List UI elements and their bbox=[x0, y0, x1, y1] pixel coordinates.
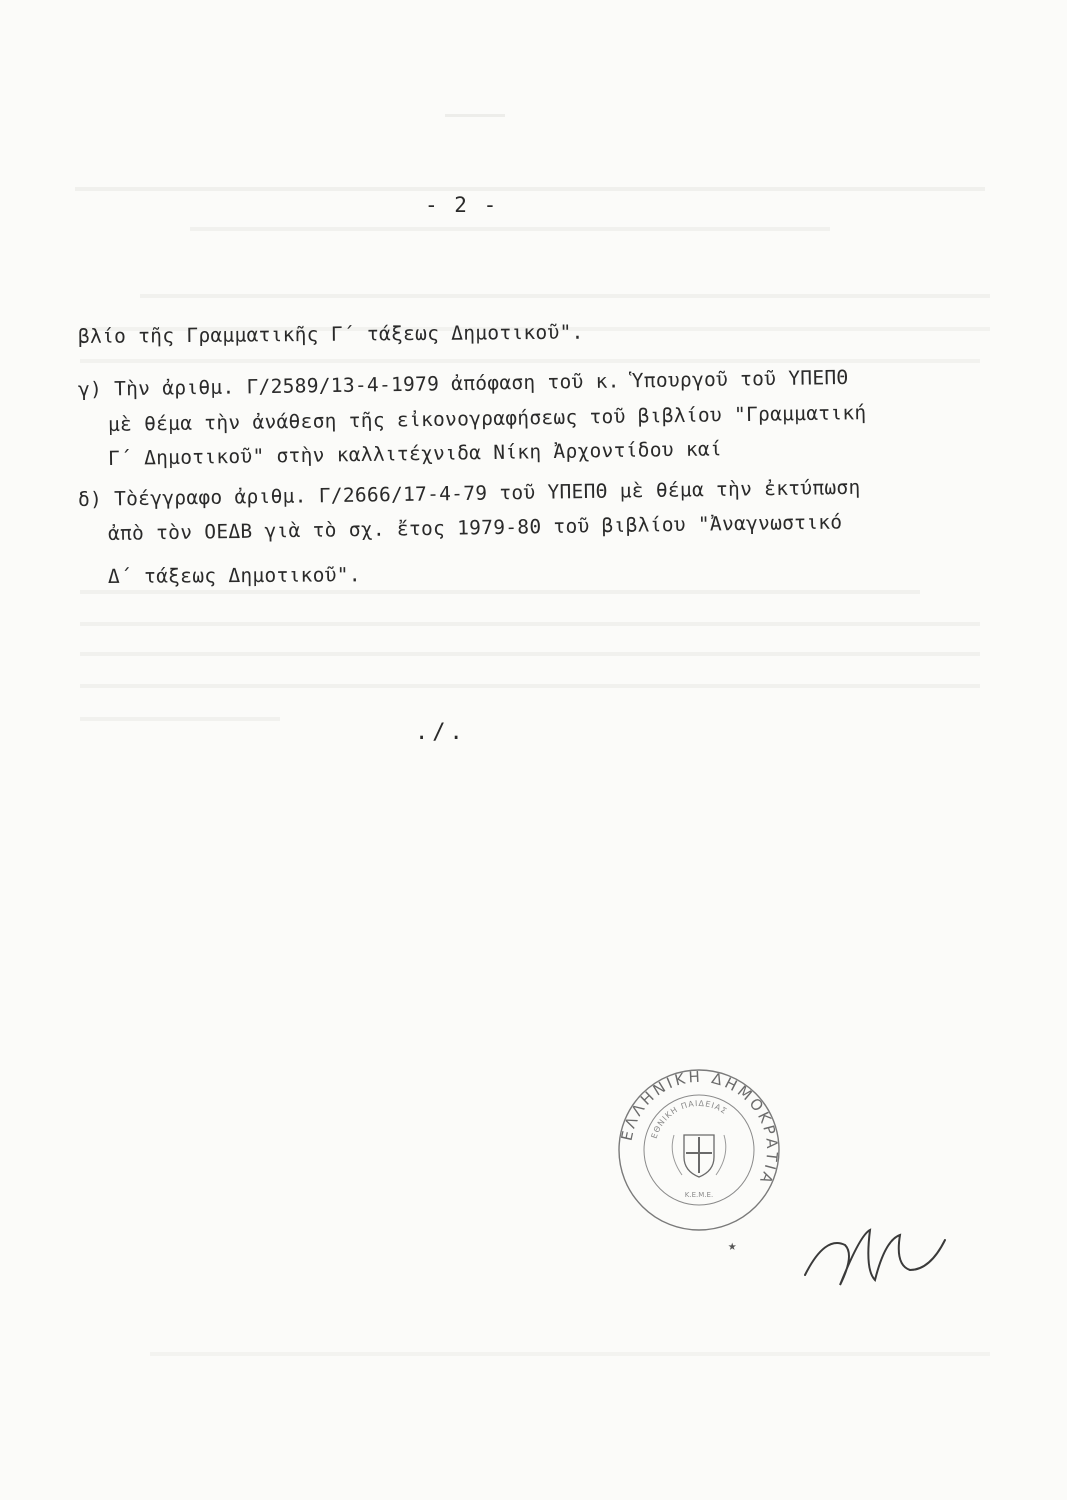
page-number: - 2 - bbox=[425, 193, 499, 217]
body-line-3: μὲ θέμα τὴν ἀνάθεση τῆς εἰκονογραφήσεως τοῦ βιβλίου "Γραμματική bbox=[107, 401, 867, 436]
body-line-1: βλίο τῆς Γραμματικῆς Γ΄ τάξεως Δημοτικοῦ". bbox=[77, 320, 584, 348]
body-line-6: ἀπὸ τὸν ΟΕΔΒ γιὰ τὸ σχ. ἔτος 1979-80 τοῦ βιβλίου "Ἀναγνωστικό bbox=[107, 510, 843, 545]
svg-text:ΕΘΝΙΚΗ ΠΑΙΔΕΙΑΣ bbox=[650, 1099, 729, 1140]
body-line-5: δ) Τὸέγγραφο ἀριθμ. Γ/2666/17-4-79 τοῦ ΥΠΕΠΘ μὲ θέμα τὴν ἐκτύπωση bbox=[77, 475, 861, 511]
coat-of-arms-icon bbox=[672, 1135, 726, 1177]
seal-bottom-text: Κ.Ε.Μ.Ε. bbox=[684, 1191, 714, 1199]
official-seal-stamp bbox=[614, 1065, 784, 1235]
body-line-4: Γ΄ Δημοτικοῦ" στὴν καλλιτέχνιδα Νίκη Ἀρχοντίδου καί bbox=[107, 437, 723, 470]
seal-ring-text: ΕΛΛΗΝΙΚΗ ΔΗΜΟΚΡΑΤΙΑ bbox=[617, 1067, 782, 1189]
star-icon: ★ bbox=[728, 1238, 737, 1254]
seal-inner-text: ΕΘΝΙΚΗ ΠΑΙΔΕΙΑΣ bbox=[649, 1098, 729, 1140]
continuation-mark: ./. bbox=[415, 720, 467, 745]
body-line-7: Δ΄ τάξεως Δημοτικοῦ". bbox=[107, 563, 361, 588]
handwritten-signature bbox=[800, 1215, 950, 1305]
body-line-2: γ) Τὴν ἀριθμ. Γ/2589/13-4-1979 ἀπόφαση τοῦ κ. Ὑπουργοῦ τοῦ ΥΠΕΠΘ bbox=[77, 365, 849, 401]
